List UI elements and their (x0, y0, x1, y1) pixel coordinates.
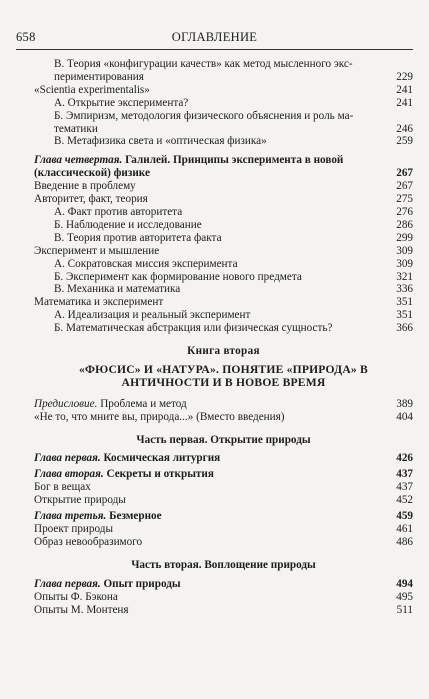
toc-entry-title: В. Метафизика света и «оптическая физика» (54, 135, 267, 148)
toc-entry-title: Б. Эксперимент как формирование нового предмета (54, 270, 302, 283)
toc-entry-page: 241 (396, 83, 413, 96)
toc-entry (34, 283, 413, 296)
toc-entry-title: Проект природы (34, 523, 113, 535)
toc-chapter (34, 468, 413, 481)
toc-entry (34, 296, 413, 309)
toc-entry (34, 84, 413, 97)
part-heading: Часть вторая. Воплощение природы (131, 558, 316, 571)
header-rule (16, 49, 413, 50)
page-number: 658 (16, 30, 36, 44)
toc-entry-page: 426 (396, 452, 413, 465)
toc-entry (34, 398, 413, 411)
toc-entry-title: Б. Наблюдение и исследование (54, 218, 202, 231)
toc-entry-page: 309 (396, 257, 413, 270)
toc-entry-page: 336 (396, 283, 413, 296)
toc-entry-title: «Scientia experimentalis» (34, 83, 150, 96)
toc-entry (34, 258, 413, 271)
toc-entry-page: 299 (396, 231, 413, 244)
toc-chapter (34, 510, 413, 523)
toc-entry (34, 219, 413, 232)
toc-entry-title: Космическая литургия (100, 452, 221, 465)
toc-entry-page: 275 (396, 193, 413, 206)
toc-entry-page: 351 (396, 296, 413, 309)
toc-entry (34, 536, 413, 549)
toc-chapter (34, 452, 413, 465)
toc-entry-page: 267 (396, 180, 413, 193)
toc-entry (34, 193, 413, 206)
toc-entry-title: Проблема и метод (97, 397, 187, 410)
toc-entry-title: Образ невообразимого (34, 535, 143, 548)
preface-label: Предисловие. (34, 397, 98, 410)
toc-entry-page: 286 (396, 218, 413, 231)
part-heading: Часть первая. Открытие природы (136, 433, 311, 446)
toc-entry (34, 135, 413, 148)
toc-entry-title: В. Теория против авторитета факта (54, 231, 222, 244)
toc-entry-page: 486 (396, 535, 413, 548)
toc-entry-page: 461 (396, 523, 413, 535)
running-header (16, 30, 413, 46)
book-title: «ФЮСИС» И «НАТУРА». ПОНЯТИЕ «ПРИРОДА» В АНТИЧНОСТИ И В НОВОЕ ВРЕМЯ (79, 362, 368, 390)
toc-entry-title: А. Идеализация и реальный эксперимент (54, 309, 251, 322)
toc-entry (34, 97, 413, 110)
toc-entry-page: 437 (396, 481, 413, 494)
toc-entry-title: А. Открытие эксперимента? (54, 96, 189, 109)
toc-entry-title: Открытие природы (34, 494, 126, 507)
toc-entry-page: 259 (396, 135, 413, 148)
toc-entry-title: Секреты и открытия (103, 468, 214, 481)
toc-entry-title: В. Теория «конфигурации качеств» как метод мысленного экспериментирования (54, 58, 353, 83)
toc-entry-title: Математика и эксперимент (34, 296, 164, 309)
toc-entry-page: 511 (396, 603, 413, 616)
toc-entry-title: Бог в вещах (34, 481, 91, 494)
toc-entry-page: 494 (396, 577, 413, 590)
table-of-contents (34, 58, 413, 616)
toc-entry-title: Опыт природы (100, 577, 181, 590)
chapter-label: Глава третья. (34, 510, 107, 523)
toc-entry (34, 309, 413, 322)
toc-entry (34, 523, 413, 536)
toc-chapter (34, 154, 413, 180)
toc-entry-page: 246 (396, 122, 413, 135)
toc-entry (34, 180, 413, 193)
toc-entry-page: 437 (396, 468, 413, 481)
toc-entry (34, 604, 413, 617)
toc-entry-title: А. Факт против авторитета (54, 205, 183, 218)
toc-entry-page: 276 (396, 205, 413, 218)
toc-entry-title: Опыты М. Монтеня (34, 603, 129, 616)
toc-entry (34, 411, 413, 424)
toc-entry-page: 366 (396, 322, 413, 335)
toc-entry-page: 309 (396, 244, 413, 257)
toc-chapter (34, 578, 413, 591)
toc-entry-title: Галилей. Принципы эксперимента в новой (классической) физике (34, 154, 344, 180)
chapter-label: Глава четвертая. (34, 154, 123, 167)
toc-entry-page: 241 (396, 96, 413, 109)
chapter-label: Глава вторая. (34, 468, 104, 481)
toc-entry-title: «Не то, что мните вы, природа...» (Вместо введения) (34, 410, 285, 423)
chapter-label: Глава первая. (34, 577, 101, 590)
toc-entry-title: Б. Математическая абстракция или физическая сущность? (54, 322, 333, 335)
toc-entry (34, 232, 413, 245)
chapter-label: Глава первая. (34, 452, 101, 465)
toc-entry-page: 389 (396, 397, 413, 410)
toc-entry-page: 229 (396, 70, 413, 83)
toc-entry-page: 267 (396, 167, 413, 180)
toc-entry (34, 206, 413, 219)
toc-entry (34, 481, 413, 494)
toc-entry (34, 110, 413, 136)
book-heading: Книга вторая (187, 345, 260, 358)
running-title: ОГЛАВЛЕНИЕ (171, 30, 258, 44)
toc-entry-page: 351 (396, 309, 413, 322)
toc-entry-title: В. Механика и математика (54, 283, 181, 296)
toc-entry-page: 321 (396, 270, 413, 283)
toc-entry (34, 591, 413, 604)
toc-entry-page: 495 (396, 590, 413, 603)
toc-entry-title: Опыты Ф. Бэкона (34, 590, 118, 603)
toc-entry (34, 494, 413, 507)
toc-entry-title: А. Сократовская миссия эксперимента (54, 257, 238, 270)
toc-entry-title: Безмерное (106, 510, 162, 523)
toc-entry-page: 452 (396, 494, 413, 507)
toc-entry-title: Эксперимент и мышление (34, 244, 160, 257)
toc-entry (34, 271, 413, 284)
toc-entry-title: Введение в проблему (34, 180, 136, 193)
toc-entry-page: 404 (396, 410, 413, 423)
toc-entry (34, 322, 413, 335)
toc-entry-title: Б. Эмпиризм, методология физического объяснения и роль математики (54, 109, 354, 135)
toc-entry (34, 58, 413, 84)
toc-entry (34, 245, 413, 258)
toc-entry-title: Авторитет, факт, теория (34, 193, 148, 206)
toc-entry-page: 459 (396, 510, 413, 523)
